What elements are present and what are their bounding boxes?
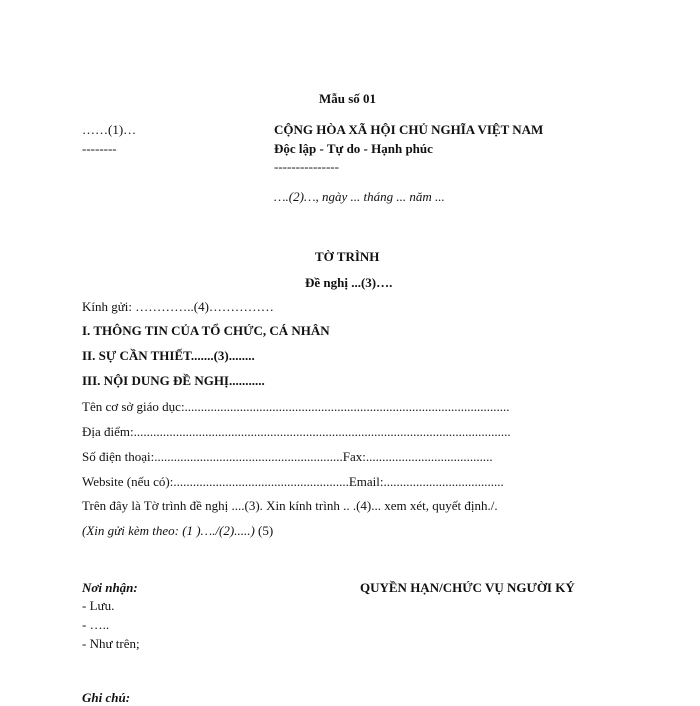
location-field: Địa điểm:.................................................................................................................... xyxy=(82,424,511,439)
signer-title: QUYỀN HẠN/CHỨC VỤ NGƯỜI KÝ xyxy=(360,580,575,595)
form-number: Mẫu số 01 xyxy=(319,91,377,106)
section-3-heading: III. NỘI DUNG ĐỀ NGHỊ........... xyxy=(82,373,265,388)
recipient-item: - Lưu. xyxy=(82,598,115,613)
attachments-note-number: (5) xyxy=(258,523,274,538)
document-subtitle: Đề nghị ...(3)…. xyxy=(305,275,393,290)
closing-statement: Trên đây là Tờ trình đề nghị ....(3). Xin kính trình .. .(4)... xem xét, quyết định./. xyxy=(82,498,498,513)
recipient-item: - ….. xyxy=(82,617,110,632)
document-title: TỜ TRÌNH xyxy=(315,249,380,264)
motto-rule: --------------- xyxy=(274,159,339,174)
notes-label: Ghi chú: xyxy=(82,690,131,705)
org-placeholder: ……(1)… xyxy=(82,122,137,137)
phone-fax-field: Số điện thoại:..........................................................Fax:....................................... xyxy=(82,449,493,464)
institution-field: Tên cơ sở giáo dục:.................................................................................................... xyxy=(82,399,510,414)
place-date: ….(2)…, ngày ... tháng ... năm ... xyxy=(274,189,445,204)
motto: Độc lập - Tự do - Hạnh phúc xyxy=(274,141,433,156)
org-rule: -------- xyxy=(82,141,117,156)
section-2-heading: II. SỰ CẦN THIẾT.......(3)........ xyxy=(82,348,255,363)
recipients-title: Nơi nhận: xyxy=(82,580,138,595)
website-email-field: Website (nếu có):......................................................Email:..................................... xyxy=(82,474,504,489)
nation-heading: CỘNG HÒA XÃ HỘI CHỦ NGHĨA VIỆT NAM xyxy=(274,122,544,137)
recipient-item: - Như trên; xyxy=(82,636,140,651)
attachments-line xyxy=(82,523,273,539)
section-1-heading: I. THÔNG TIN CỦA TỔ CHỨC, CÁ NHÂN xyxy=(82,323,330,338)
attachments-label: (Xin gửi kèm theo: (1 )…./(2).....) xyxy=(82,523,255,538)
recipient-line: Kính gửi: …………..(4)…………… xyxy=(82,299,274,314)
